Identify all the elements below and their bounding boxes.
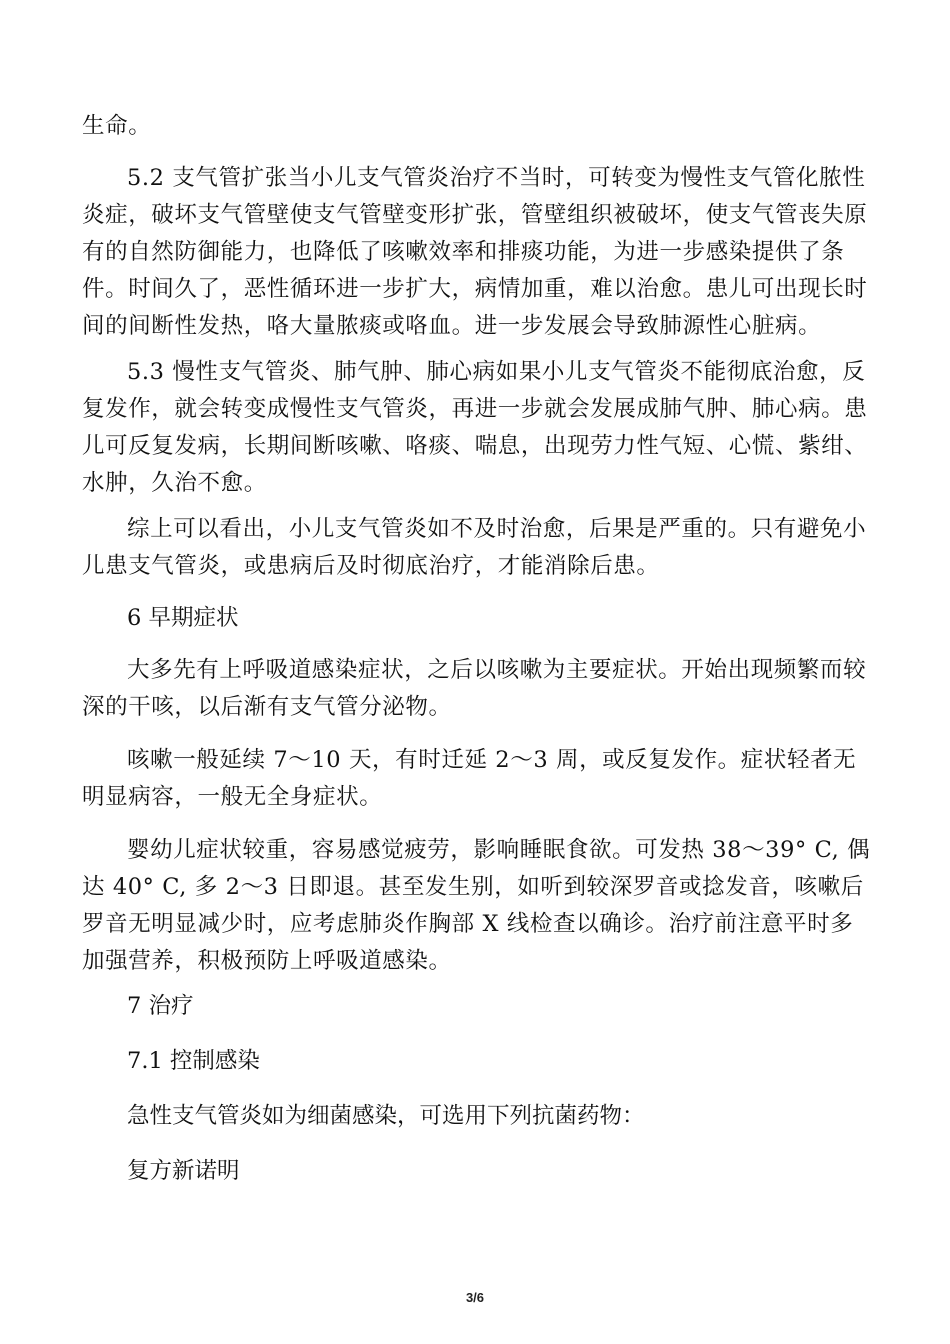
page-number: 3/6: [465, 1290, 485, 1305]
paragraph-infant-symptoms: 婴幼儿症状较重，容易感觉疲劳，影响睡眠食欲。可发热 38～39° C, 偶达 40° C, 多 2～3 日即退。甚至发生别，如听到较深罗音或捻发音，咳嗽后罗音无明显减少时，应考虑肺炎作胸部 X 线检查以确诊。治疗前注意平时多加强营养，积极预防上呼吸道感染。: [82, 837, 871, 974]
paragraph-bronchiectasis: 5.2 支气管扩张当小儿支气管炎治疗不当时，可转变为慢性支气管化脓性炎症，破坏支气管壁使支气管壁变形扩张，管壁组织被破坏，使支气管丧失原有的自然防御能力，也降低了咳嗽效率和排痰功能，为进一步感染提供了条件。时间久了，恶性循环进一步扩大，病情加重，难以治愈。患儿可出现长时间的间断性发热，咯大量脓痰或咯血。进一步发展会导致肺源性心脏病。: [82, 165, 868, 339]
paragraph-cough-duration: 咳嗽一般延续 7～10 天，有时迁延 2～3 周，或反复发作。症状轻者无明显病容，一般无全身症状。: [82, 747, 857, 810]
section-heading-early-symptoms: 6 早期症状: [127, 605, 239, 631]
paragraph-drug-name: 复方新诺明: [127, 1158, 240, 1184]
paragraph-antibiotics: 急性支气管炎如为细菌感染，可选用下列抗菌药物：: [127, 1103, 645, 1129]
paragraph-symptoms-intro: 大多先有上呼吸道感染症状，之后以咳嗽为主要症状。开始出现频繁而较深的干咳，以后渐有支气管分泌物。: [82, 657, 867, 720]
paragraph-chronic-bronchitis: 5.3 慢性支气管炎、肺气肿、肺心病如果小儿支气管炎不能彻底治愈，反复发作，就会转变成慢性支气管炎，再进一步就会发展成肺气肿、肺心病。患儿可反复发病，长期间断咳嗽、咯痰、喘息，出现劳力性气短、心慌、紫绀、水肿，久治不愈。: [82, 359, 868, 496]
section-heading-treatment: 7 治疗: [127, 993, 194, 1019]
paragraph-summary: 综上可以看出，小儿支气管炎如不及时治愈，后果是严重的。只有避免小儿患支气管炎，或患病后及时彻底治疗，才能消除后患。: [82, 516, 867, 579]
subsection-heading-infection-control: 7.1 控制感染: [127, 1048, 260, 1074]
paragraph-continuation: 生命。: [82, 113, 152, 139]
